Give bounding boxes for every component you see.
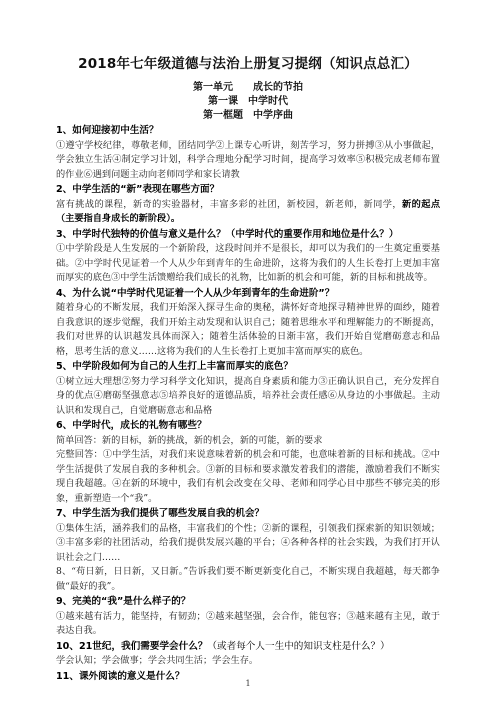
answer-2-bold: 新的起点（主要指自身成长的新阶段）。 bbox=[56, 198, 441, 224]
unit-heading: 第一单元 成长的节拍 bbox=[193, 82, 303, 93]
answer-3: ①中学阶段是人生发展的一个新阶段，这段时间并不是很长，却可以为我们的一生奠定重要基础。②中学时代见证着一个人从少年到青年的生命进阶，这将为我们的人生长卷打上更加丰富而厚实的底色③中学生活馈赠给我们成长的礼物，比如新的机会和可能，新的目标和挑战等。 bbox=[56, 243, 440, 283]
frame-heading: 第一框题 中学序曲 bbox=[203, 110, 293, 121]
answer-9: ①越来越有活力，能坚持，有韧劲；②越来越坚强，会合作，能包容；③越来越有主见，敢于表达自我。 bbox=[56, 610, 440, 636]
question-7: 7、中学生活为我们提供了哪些发展自我的机会？ bbox=[56, 508, 265, 519]
question-10 bbox=[56, 640, 440, 655]
answer-7: ①集体生活，涵养我们的品格，丰富我们的个性；②新的课程，引领我们探索新的知识领域；③丰富多彩的社团活动，给我们提供发展兴趣的平台；④各种各样的社会实践，为我们打开认识社会之门…… bbox=[56, 522, 440, 563]
document-title: 2018年七年级道德与法治上册复习提纲（知识点总汇） bbox=[78, 56, 418, 72]
question-4: 4、为什么说“中学时代见证着一个人从少年到青年的生命进阶”？ bbox=[56, 287, 335, 299]
answer-6-full: 完整回答：①中学生活，对我们来说意味着新的机会和可能，也意味着新的目标和挑战。②中学生活提供了发展自我的多种机会。③新的目标和要求激发着我们的潜能，激励着我们不断实现自我超越。④在新的环境中，我们有机会改变在父母、老师和同学心目中那些不够完美的形象，重新塑造一个“我”。 bbox=[56, 449, 440, 504]
answer-10: 学会认知；学会做事；学会共同生活；学会生存。 bbox=[56, 655, 259, 666]
answer-1: ①遵守学校纪律，尊敬老师，团结同学②上课专心听讲，刻苦学习，努力拼搏③从小事做起，学会独立生活④制定学习计划，科学合理地分配学习时间，提高学习效率⑤积极完成老师布置的作业⑥遇到问题主动向老师同学和家长请教 bbox=[56, 139, 440, 180]
answer-2-text: 富有挑战的课程，新奇的实验器材，丰富多彩的社团，新校园，新老师，新同学， bbox=[56, 198, 402, 210]
question-3-note: （中学时代的重要作用和地位是什么？） bbox=[225, 228, 399, 240]
question-6: 6、中学时代，成长的礼物有哪些？ bbox=[56, 420, 207, 431]
question-5: 5、中学阶段如何为自己的人生打上丰富而厚实的底色？ bbox=[56, 361, 293, 372]
answer-2 bbox=[56, 198, 440, 227]
answer-5: ①树立远大理想②努力学习科学文化知识，提高自身素质和能力③正确认识自己，充分发挥自身的优点④磨砺坚强意志⑤培养良好的道德品质，培养社会责任感⑥从身边的小事做起。主动认识和发现自己，自觉磨砺意志和品格 bbox=[56, 375, 440, 416]
answer-6-simple: 简单回答：新的目标，新的挑战，新的机会，新的可能，新的要求 bbox=[56, 434, 323, 446]
question-3 bbox=[56, 228, 440, 243]
question-3-text: 3、中学时代独特的价值与意义是什么？ bbox=[56, 228, 226, 240]
point-8: 8、“苟日新，日日新，又日新。”告诉我们要不断更新变化自己，不断实现自我超越，每天都争做“最好的我”。 bbox=[56, 566, 440, 592]
question-1: 1、如何迎接初中生活？ bbox=[56, 125, 159, 136]
lesson-heading: 第一课 中学时代 bbox=[208, 96, 288, 107]
question-10-note: （或者每个人一生中的知识支柱是什么？） bbox=[207, 640, 390, 652]
page-number: 1 bbox=[245, 679, 251, 688]
question-2: 2、中学生活的“新”表现在哪些方面？ bbox=[56, 184, 220, 195]
question-9: 9、完美的“我”是什么样子的？ bbox=[56, 596, 191, 607]
answer-4: 随着身心的不断发展，我们开始深入探寻生命的奥秘，满怀好奇地探寻精神世界的面纱，随着自我意识的逐步觉醒，我们开始主动发现和认识自己；随着思维水平和理解能力的不断提高，我们对世界的认识越发具体而深入；随着生活体验的日渐丰富，我们开始自觉磨砺意志和品格，思考生活的意义……这将为我们的人生长卷打上更加丰富而厚实的底色。 bbox=[56, 302, 440, 357]
question-11: 11、课外阅读的意义是什么？ bbox=[56, 670, 185, 682]
question-10-text: 10、21世纪，我们需要学会什么？ bbox=[56, 640, 208, 652]
